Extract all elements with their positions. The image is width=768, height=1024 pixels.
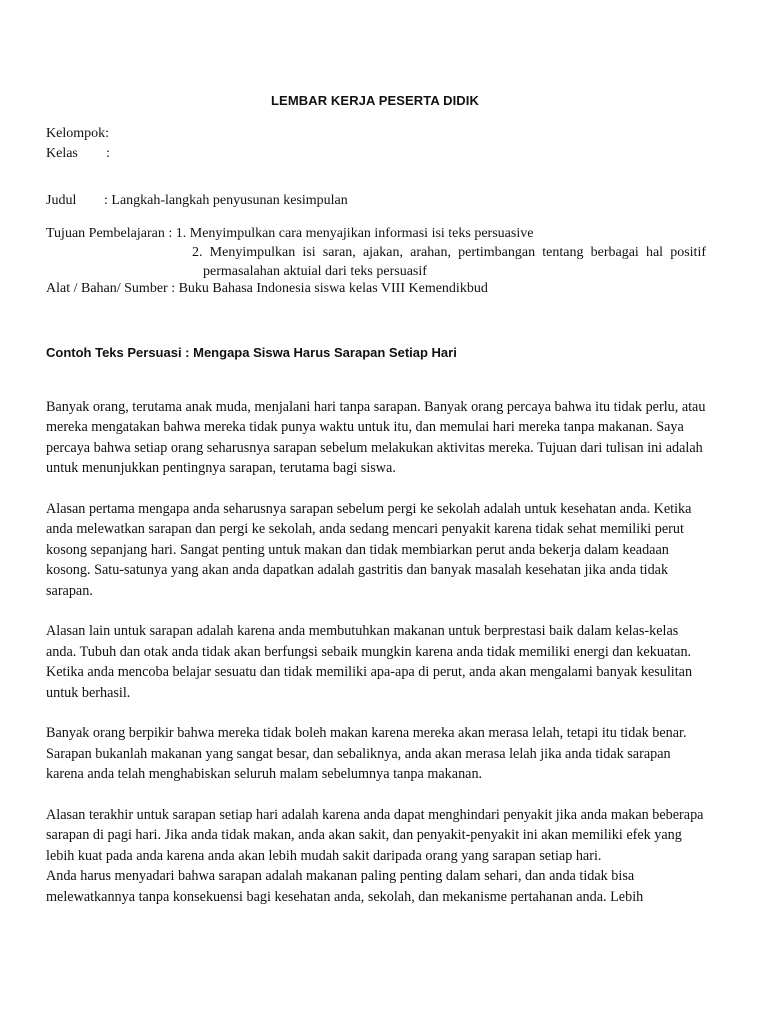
tujuan-item-2-cont: permasalahan aktuial dari teks persuasif <box>203 264 427 279</box>
tujuan-line-1 <box>46 224 706 243</box>
paragraph: Banyak orang berpikir bahwa mereka tidak boleh makan karena mereka akan merasa lelah, tetapi itu tidak benar. Sarapan bukanlah makanan yang sangat besar, dan sebaliknya, anda akan merasa lelah jika anda tidak sarapan karena anda telah menghabiskan seluruh malam sebelumnya tanpa makanan. <box>46 725 687 783</box>
paragraph: Alasan terakhir untuk sarapan setiap hari adalah karena anda dapat menghindari penyakit jika anda makan beberapa sarapan di pagi hari. Jika anda tidak makan, anda akan sakit, dan penyakit-penyakit ini akan memiliki efek yang lebih kuat pada anda karena anda akan lebih mudah sakit daripada orang yang sarapan setiap hari. <box>46 807 704 864</box>
paragraph: Alasan lain untuk sarapan adalah karena anda membutuhkan makanan untuk berprestasi baik dalam kelas-kelas anda. Tubuh dan otak anda tidak akan berfungsi sebaik mungkin karena anda tidak memiliki energi dan kekuatan. Ketika anda mencoba belajar sesuatu dan tidak memiliki apa-apa di perut, anda akan mengalami banyak kesulitan untuk berhasil. <box>46 623 693 701</box>
section-heading: Contoh Teks Persuasi : Mengapa Siswa Harus Sarapan Setiap Hari <box>46 345 457 360</box>
kelompok-label: Kelompok <box>46 126 106 141</box>
paragraph: Anda harus menyadari bahwa sarapan adalah makanan paling penting dalam sehari, dan anda tidak bisa melewatkannya tanpa konsekuensi bagi kesehatan anda, sekolah, dan mekanisme pertahanan anda. Lebih <box>46 868 644 905</box>
alat-line: Alat / Bahan/ Sumber : Buku Bahasa Indonesia siswa kelas VIII Kemendikbud <box>46 281 488 296</box>
kelompok-line <box>46 124 109 144</box>
tujuan-item-1: 1. Menyimpulkan cara menyajikan informasi isi teks persuasive <box>175 226 534 241</box>
kelas-line <box>46 144 110 164</box>
judul-value: : Langkah-langkah penyusunan kesimpulan <box>104 193 348 208</box>
kelas-label: Kelas <box>46 146 78 161</box>
paragraph: Alasan pertama mengapa anda seharusnya sarapan sebelum pergi ke sekolah adalah untuk kesehatan anda. Ketika anda melewatkan sarapan dan pergi ke sekolah, anda sedang mencari penyakit karena tidak sehat memiliki perut kosong sepanjang hari. Sangat penting untuk makan dan tidak membiarkan perut anda bekerja dalam keadaan kosong. Satu-satunya yang akan anda dapatkan adalah gastritis dan banyak masalah kesehatan jika anda tidak sarapan. <box>46 501 692 599</box>
judul-label: Judul <box>46 193 77 208</box>
article-body <box>46 397 708 907</box>
judul-line <box>46 193 348 209</box>
tujuan-label: Tujuan Pembelajaran : <box>46 226 176 241</box>
paragraph: Banyak orang, terutama anak muda, menjalani hari tanpa sarapan. Banyak orang percaya bahwa itu tidak perlu, atau mereka mengatakan bahwa mereka tidak punya waktu untuk itu, dan memulai hari mereka tanpa makanan. Saya percaya bahwa setiap orang seharusnya sarapan sebelum melakukan aktivitas mereka. Tujuan dari tulisan ini adalah untuk menunjukkan pentingnya sarapan, terutama bagi siswa. <box>46 399 706 477</box>
kelompok-separator: : <box>105 126 109 141</box>
tujuan-block <box>46 224 706 281</box>
page-title: LEMBAR KERJA PESERTA DIDIK <box>271 93 479 108</box>
tujuan-item-2: 2. Menyimpulkan isi saran, ajakan, arahan, pertimbangan tentang berbagai hal positif <box>192 245 706 260</box>
kelas-separator: : <box>106 146 110 161</box>
